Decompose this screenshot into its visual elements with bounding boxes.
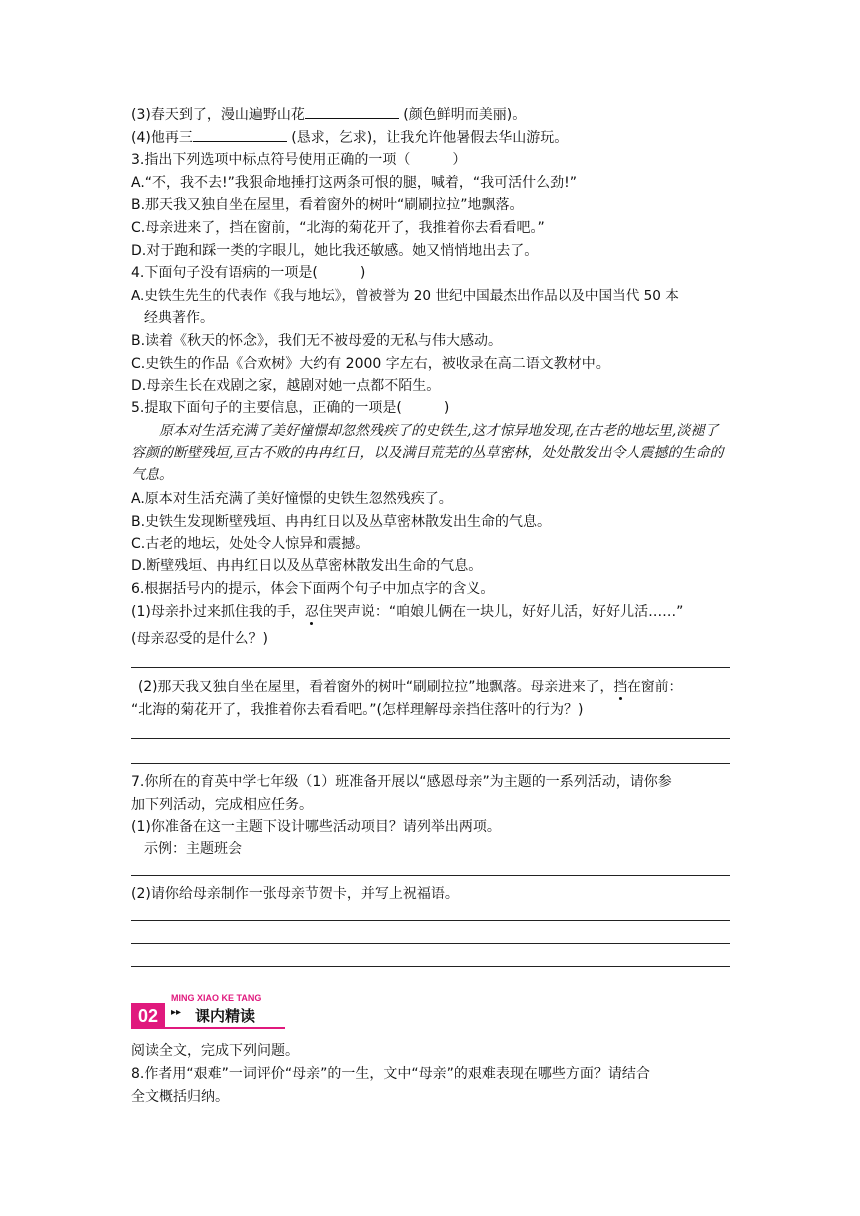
q6-item-2-text: (2)那天我又独自坐在屋里，看着窗外的树叶“刷刷拉拉”地飘落。母亲进来了， [138, 679, 614, 695]
double-arrow-icon: ▸▸ [171, 1007, 182, 1018]
q4-option-a: A.史铁生先生的代表作《我与地坛》，曾被誉为 20 世纪中国最杰出作品以及中国当代 50 本 [131, 288, 679, 304]
section-pinyin: MING XIAO KE TANG [171, 993, 262, 1003]
q2-item-3-text: (3)春天到了，漫山遍野山花 [131, 107, 305, 123]
answer-line[interactable] [131, 738, 730, 739]
section-banner [131, 993, 291, 1035]
q4-option-a-cont: 经典著作。 [144, 310, 214, 326]
q8-stem: 8.作者用“艰难”一词评价“母亲”的一生，文中“母亲”的艰难表现在哪些方面？请结合 [131, 1066, 650, 1082]
q6-item-2-tail: 在窗前： [627, 679, 683, 695]
q7-item-1: (1)你准备在这一主题下设计哪些活动项目？请列举出两项。 [131, 819, 501, 835]
answer-blank[interactable] [193, 127, 287, 142]
q6-item-1-quote: 住哭声说：“咱娘儿俩在一块儿，好好儿活，好好儿活……” [318, 604, 684, 620]
q3-option-d: D.对于跑和踩一类的字眼儿，她比我还敏感。她又悄悄地出去了。 [131, 243, 539, 259]
q6-item-1-hint: (母亲忍受的是什么？) [131, 631, 268, 647]
q2-item-4-hint: (恳求，乞求)，让我允许他暑假去华山游玩。 [291, 130, 569, 146]
q5-passage [131, 420, 731, 486]
q4-option-d: D.母亲生长在戏剧之家，越剧对她一点都不陌生。 [131, 378, 441, 394]
q5-option-c: C.古老的地坛，处处令人惊异和震撼。 [131, 536, 370, 552]
q5-stem: 5.提取下面句子的主要信息，正确的一项是( ) [131, 400, 450, 416]
q3-stem: 3.指出下列选项中标点符号使用正确的一项（ ） [131, 152, 467, 168]
q2-item-4-text: (4)他再三 [131, 130, 193, 146]
q2-item-4 [131, 127, 731, 149]
q4-option-c: C.史铁生的作品《合欢树》大约有 2000 字左右，被收录在高二语文教材中。 [131, 356, 610, 372]
q3-option-b: B.那天我又独自坐在屋里，看着窗外的树叶“刷刷拉拉”地飘落。 [131, 197, 524, 213]
q4-option-b: B.读着《秋天的怀念》，我们无不被母爱的无私与伟大感动。 [131, 333, 503, 349]
q3-option-a: A.“不，我不去!”我狠命地捶打这两条可恨的腿，喊着，“我可活什么劲!” [131, 175, 578, 191]
q5-option-b: B.史铁生发现断壁残垣、冉冉红日以及丛草密林散发出生命的气息。 [131, 514, 552, 530]
q4-stem: 4.下面句子没有语病的一项是( ) [131, 265, 366, 281]
q5-option-a: A.原本对生活充满了美好憧憬的史铁生忽然残疾了。 [131, 491, 453, 507]
q5-passage-text: 原本对生活充满了美好憧憬却忽然残疾了的史铁生,这才惊异地发现,在古老的地坛里,淡褪了容颜的断壁残垣,亘古不败的冉冉红日，以及满目荒芜的丛草密林，处处散发出令人震撼的生命的气息。 [131, 423, 724, 483]
q8-stem-cont: 全文概括归纳。 [131, 1089, 229, 1105]
q7-stem: 7.你所在的育英中学七年级（1）班准备开展以“感恩母亲”为主题的一系列活动，请你参 [131, 774, 672, 790]
q6-item-2-cont: “北海的菊花开了，我推着你去看看吧。”(怎样理解母亲挡住落叶的行为？) [131, 702, 584, 718]
answer-line[interactable] [131, 943, 730, 944]
answer-line[interactable] [131, 920, 730, 921]
section-title: 课内精读 [195, 1007, 256, 1025]
answer-line[interactable] [131, 667, 730, 668]
q6-item-1-text: (1)母亲扑过来抓住我的手， [131, 604, 305, 620]
reading-intro: 阅读全文，完成下列问题。 [131, 1043, 299, 1059]
q6-item-1 [131, 601, 731, 623]
q6-stem: 6.根据括号内的提示，体会下面两个句子中加点字的含义。 [131, 581, 495, 597]
answer-line[interactable] [131, 763, 730, 764]
q7-stem-cont: 加下列活动，完成相应任务。 [131, 797, 313, 813]
q7-item-2: (2)请你给母亲制作一张母亲节贺卡，并写上祝福语。 [131, 886, 459, 902]
answer-line[interactable] [131, 875, 730, 876]
q6-item-2 [138, 676, 738, 698]
section-number: 02 [131, 1003, 165, 1029]
q7-example: 示例：主题班会 [144, 841, 242, 857]
answer-blank[interactable] [305, 104, 399, 119]
q5-option-d: D.断壁残垣、冉冉红日以及丛草密林散发出生命的气息。 [131, 558, 483, 574]
emphasized-char: 忍 [304, 604, 319, 620]
q2-item-3 [131, 104, 731, 126]
q2-item-3-hint: (颜色鲜明而美丽)。 [403, 107, 527, 123]
answer-line[interactable] [131, 966, 730, 967]
emphasized-char: 挡 [613, 679, 628, 695]
q3-option-c: C.母亲进来了，挡在窗前，“北海的菊花开了，我推着你去看看吧。” [131, 220, 545, 236]
